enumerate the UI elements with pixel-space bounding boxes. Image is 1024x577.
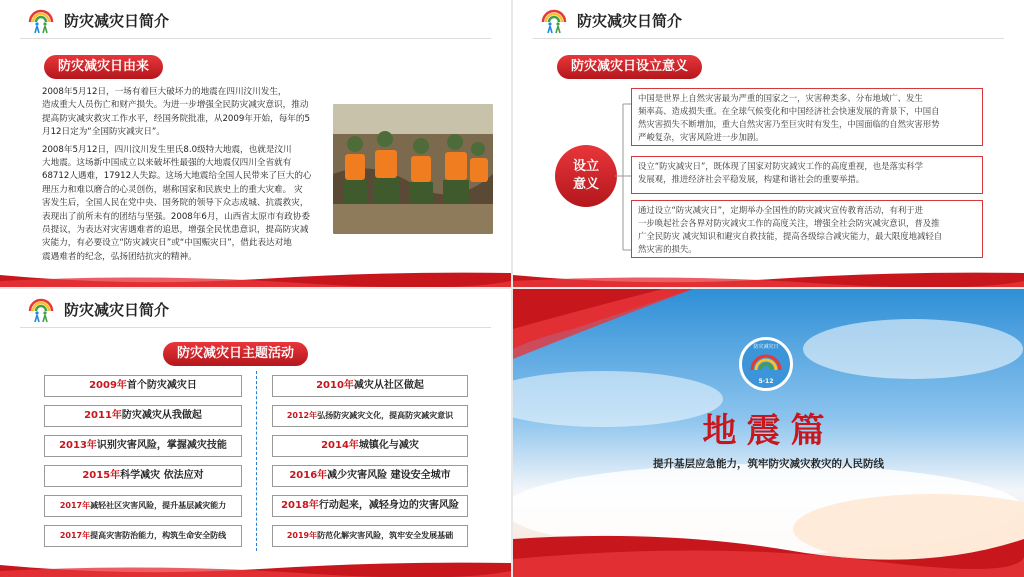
bracket-connector	[613, 100, 633, 260]
section-label: 防灾减灾日设立意义	[557, 55, 702, 79]
theme-item-left	[44, 375, 242, 397]
theme-text: 减灾从社区做起	[353, 380, 424, 391]
origin-para2-line: 表现出了前所未有的团结与坚强。2008年6月，山西省太原市有政协委	[42, 211, 310, 222]
origin-para2-line: 2008年5月12日，四川汶川发生里氏8.0级特大地震，也就是汶川	[42, 144, 292, 155]
header-divider	[533, 38, 1004, 39]
significance-box2-line: 设立“防灾减灾日”，既体现了国家对防灾减灾工作的高度重视，也是落实科学	[638, 161, 924, 171]
theme-year: 2014年	[321, 440, 359, 451]
slide-header	[0, 0, 511, 40]
significance-box3-line: 然灾害的损失。	[638, 244, 697, 254]
theme-item-left	[44, 465, 242, 487]
rainbow-people-logo-icon	[28, 297, 54, 323]
theme-text: 科学减灾 依法应对	[120, 470, 204, 481]
header-divider	[20, 38, 491, 39]
theme-year: 2019年	[286, 531, 318, 540]
page-title: 防灾减灾日简介	[64, 12, 170, 30]
significance-box-2	[631, 156, 983, 194]
side-label	[555, 145, 617, 207]
cover-title: 地震篇	[702, 411, 835, 451]
slide-significance[interactable]	[513, 0, 1024, 287]
theme-text: 提高灾害防治能力，构筑生命安全防线	[90, 531, 227, 540]
slide-origin[interactable]	[0, 0, 511, 287]
emblem-logo	[739, 337, 793, 391]
theme-item-right	[272, 525, 468, 547]
rainbow-people-logo-icon	[541, 8, 567, 34]
origin-para2-line: 68712人遇难，17912人失踪。这场大地震给全国人民带来了巨大的心	[42, 171, 312, 182]
significance-box-1	[631, 88, 983, 146]
origin-para1-line: 提高防灾减灾救灾工作水平，经国务院批准，从2009年开始，每年的5	[42, 113, 310, 124]
theme-year: 2011年	[84, 410, 122, 421]
origin-para2-line: 理压力和难以磨合的心灵创伤，堪称国家和民族史上的重大灾难。 灾	[42, 184, 303, 195]
theme-item-right	[272, 465, 468, 487]
significance-box1-line: 然灾害损失不断增加，重大自然灾害乃至巨灾时有发生，中国面临的自然灾害形势	[638, 119, 940, 129]
origin-para2-line: 害发生后，全国人民在党中央、国务院的领导下众志成城、抗震救灾，	[42, 198, 309, 209]
significance-box-3	[631, 200, 983, 258]
theme-year: 2017年	[59, 531, 91, 540]
theme-text: 防范化解灾害风险，筑牢安全发展基础	[317, 531, 454, 540]
slide-header	[513, 0, 1024, 40]
significance-box3-line: 广全民防灾 减灾知识和避灾自救技能，提高各级综合减灾能力，最大限度地减轻自	[638, 231, 943, 241]
theme-text: 减轻社区灾害风险，提升基层减灾能力	[90, 501, 227, 510]
theme-year: 2018年	[281, 500, 319, 511]
red-ribbon-decoration	[0, 555, 511, 577]
theme-year: 2015年	[82, 470, 121, 481]
section-label: 防灾减灾日主题活动	[163, 342, 308, 366]
rescue-photo	[333, 104, 493, 234]
red-ribbon-decoration	[0, 265, 511, 287]
side-label-line1: 设立	[572, 159, 599, 174]
theme-text: 减少灾害风险 建设安全城市	[327, 470, 451, 481]
theme-item-right	[272, 375, 468, 397]
theme-year: 2009年	[89, 380, 127, 391]
header-divider	[20, 327, 491, 328]
origin-para2-line: 震遇难者的纪念，弘扬团结抗灾的精神。	[42, 251, 197, 262]
theme-item-left	[44, 495, 242, 517]
theme-text: 首个防灾减灾日	[126, 380, 197, 391]
slide-header	[0, 289, 511, 329]
theme-year: 2010年	[316, 380, 354, 391]
theme-item-right	[272, 495, 468, 517]
theme-item-left	[44, 405, 242, 427]
significance-box1-line: 中国是世界上自然灾害最为严重的国家之一，灾害种类多、分布地域广、发生	[638, 93, 923, 103]
cover-subtitle: 提升基层应急能力，筑牢防灾减灾救灾的人民防线	[653, 458, 884, 470]
origin-para1-line: 2008年5月12日，一场有着巨大破坏力的地震在四川汶川发生，	[42, 87, 287, 97]
theme-item-right	[272, 435, 468, 457]
significance-box3-line: 一步唤起社会各界对防灾减灾工作的高度关注，增强全社会防灾减灾意识，普及推	[638, 218, 940, 228]
theme-text: 识别灾害风险，掌握减灾技能	[96, 440, 227, 451]
origin-para2-line: 大地震。这场新中国成立以来破坏性最强的大地震仅四川全省就有	[42, 158, 292, 169]
timeline-axis	[256, 371, 257, 551]
theme-text: 弘扬防灾减灾文化，提高防灾减灾意识	[317, 411, 454, 420]
page-title: 防灾减灾日简介	[64, 301, 170, 319]
theme-item-left	[44, 435, 242, 457]
theme-year: 2013年	[59, 440, 97, 451]
significance-box1-line: 频率高、造成损失重。在全球气候变化和中国经济社会快速发展的背景下，中国自	[638, 106, 940, 116]
side-label-line2: 意义	[572, 177, 599, 192]
rainbow-people-logo-icon	[28, 8, 54, 34]
theme-text: 城镇化与减灾	[358, 440, 419, 451]
theme-item-right	[272, 405, 468, 427]
red-ribbon-decoration	[513, 265, 1024, 287]
significance-box3-line: 通过设立“防灾减灾日”，定期举办全国性的防灾减灾宣传教育活动，有利于进	[638, 205, 924, 215]
theme-year: 2012年	[286, 411, 318, 420]
emblem-date: 5·12	[758, 378, 774, 385]
slide-themes[interactable]	[0, 289, 511, 577]
origin-para1-line: 月12日定为“全国防灾减灾日”。	[42, 127, 165, 138]
theme-text: 防灾减灾从我做起	[121, 410, 202, 421]
theme-year: 2016年	[289, 470, 328, 481]
significance-box1-line: 严峻复杂，灾害风险进一步加剧。	[638, 132, 764, 142]
theme-year: 2017年	[59, 501, 91, 510]
slide-cover-earthquake[interactable]	[513, 289, 1024, 577]
origin-para1-line: 造成重大人员伤亡和财产损失。为进一步增强全民防灾减灾意识，推动	[42, 100, 309, 111]
emblem-text: 防灾减灾日	[753, 344, 779, 350]
origin-para2-line: 员提议，为表达对灾害遇难者的追思，增强全民忧患意识，提高防灾减	[42, 225, 309, 236]
section-label: 防灾减灾日由来	[44, 55, 163, 79]
origin-text	[42, 86, 332, 264]
significance-box2-line: 发展观，推进经济社会平稳发展，构建和谐社会的重要举措。	[638, 174, 865, 184]
theme-item-left	[44, 525, 242, 547]
page-title: 防灾减灾日简介	[577, 12, 683, 30]
theme-text: 行动起来，减轻身边的灾害风险	[318, 500, 459, 511]
origin-para2-line: 灾能力，有必要设立“防灾减灾日”或“中国赈灾日”，借此表达对地	[42, 238, 292, 249]
